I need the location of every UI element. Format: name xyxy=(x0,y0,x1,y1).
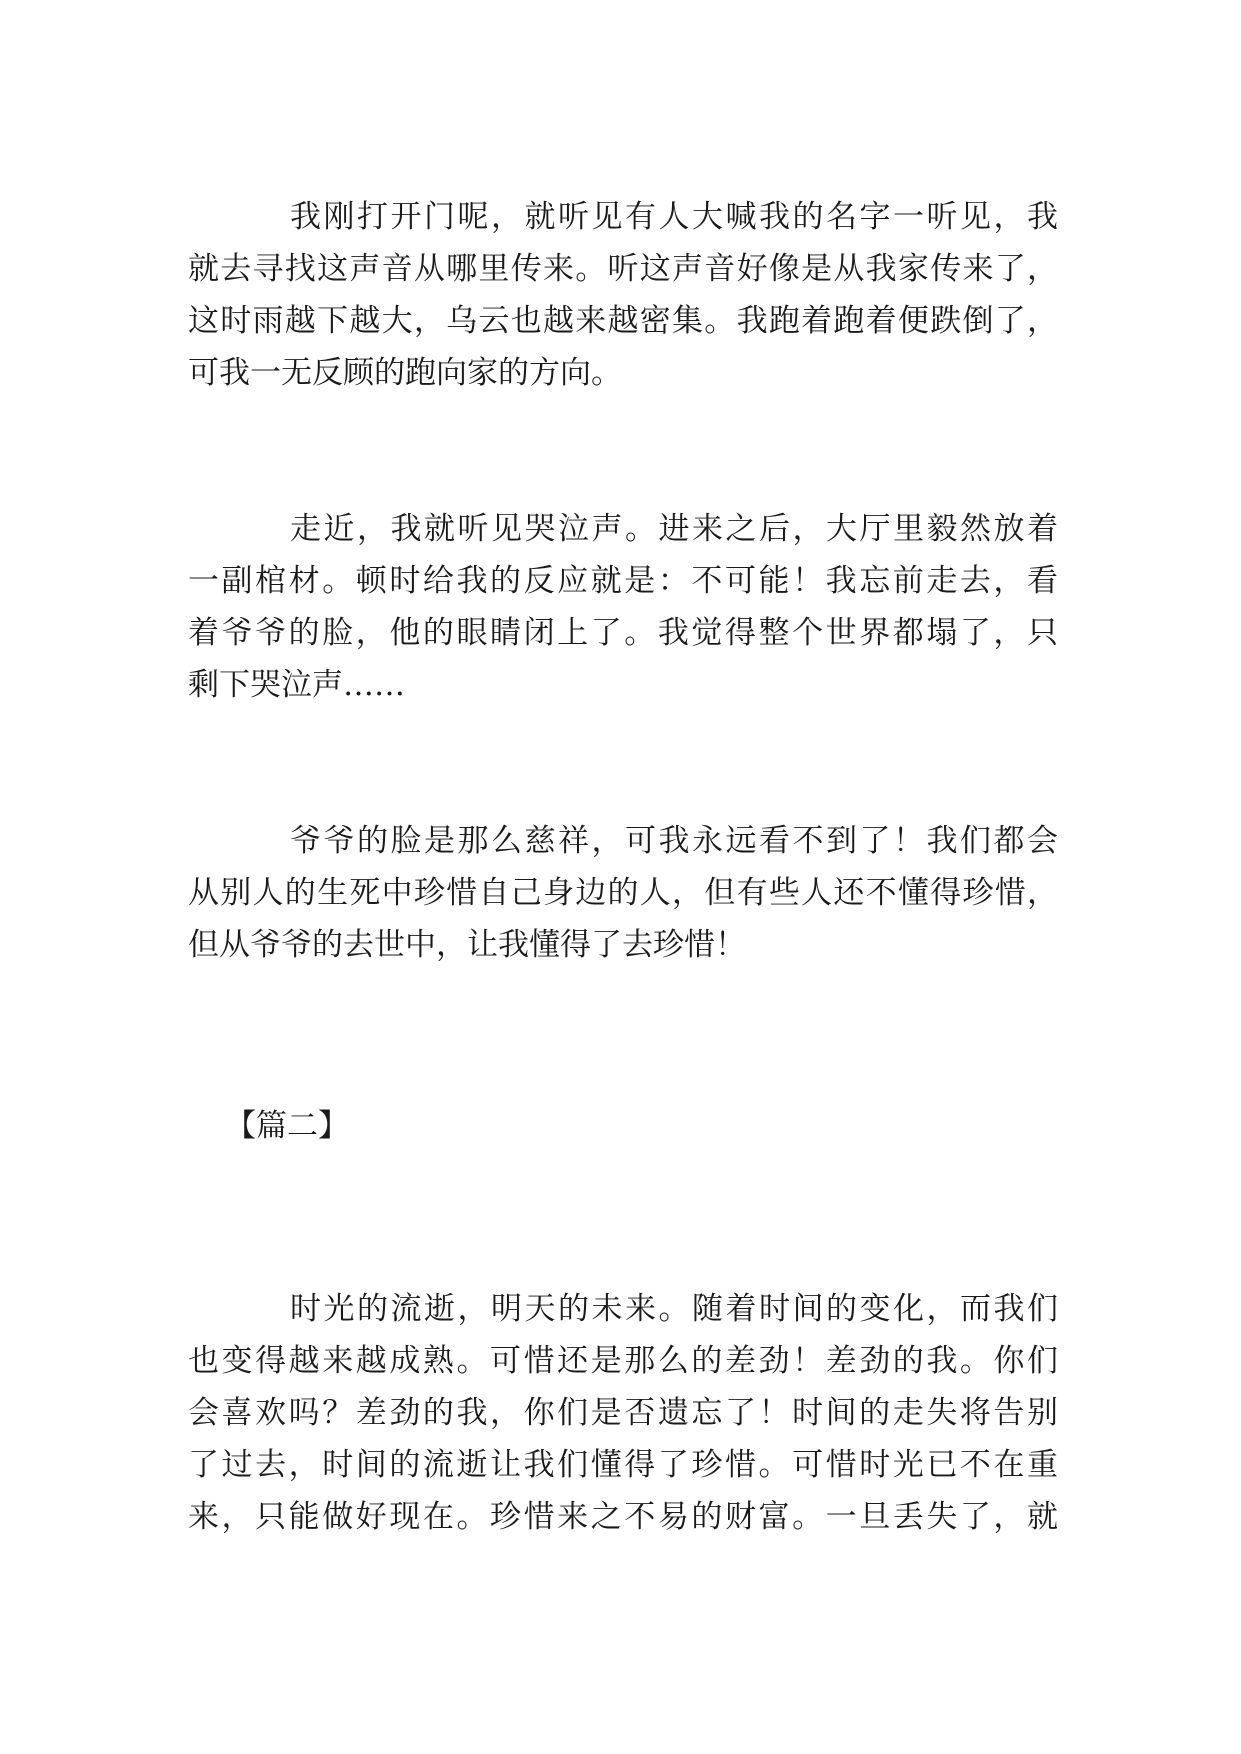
paragraph-line: 着爷爷的脸，他的眼睛闭上了。我觉得整个世界都塌了，只 xyxy=(188,615,1058,651)
paragraph-line: 时光的流逝，明天的未来。随着时间的变化，而我们 xyxy=(290,1291,1058,1327)
paragraph-line: 从别人的生死中珍惜自己身边的人，但有些人还不懂得珍惜， xyxy=(188,875,1058,911)
paragraph-line: 来，只能做好现在。珍惜来之不易的财富。一旦丢失了，就 xyxy=(188,1499,1058,1535)
section-heading: 【篇二】 xyxy=(225,1108,349,1144)
paragraph-line: 走近，我就听见哭泣声。进来之后，大厅里毅然放着 xyxy=(290,511,1058,547)
paragraph-line: 了过去，时间的流逝让我们懂得了珍惜。可惜时光已不在重 xyxy=(188,1447,1058,1483)
paragraph-line: 这时雨越下越大，乌云也越来越密集。我跑着跑着便跌倒了， xyxy=(188,303,1058,339)
paragraph-line: 但从爷爷的去世中，让我懂得了去珍惜！ xyxy=(188,927,746,963)
paragraph-line: 就去寻找这声音从哪里传来。听这声音好像是从我家传来了， xyxy=(188,251,1058,287)
paragraph-line: 可我一无反顾的跑向家的方向。 xyxy=(188,355,622,391)
paragraph-line: 一副棺材。顿时给我的反应就是：不可能！我忘前走去，看 xyxy=(188,563,1058,599)
paragraph-line: 会喜欢吗？差劲的我，你们是否遗忘了！时间的走失将告别 xyxy=(188,1395,1058,1431)
paragraph-line: 也变得越来越成熟。可惜还是那么的差劲！差劲的我。你们 xyxy=(188,1343,1058,1379)
paragraph-line: 剩下哭泣声…… xyxy=(188,667,405,703)
paragraph-line: 我刚打开门呢，就听见有人大喊我的名字一听见，我 xyxy=(290,199,1058,235)
paragraph-line: 爷爷的脸是那么慈祥，可我永远看不到了！我们都会 xyxy=(290,823,1058,859)
